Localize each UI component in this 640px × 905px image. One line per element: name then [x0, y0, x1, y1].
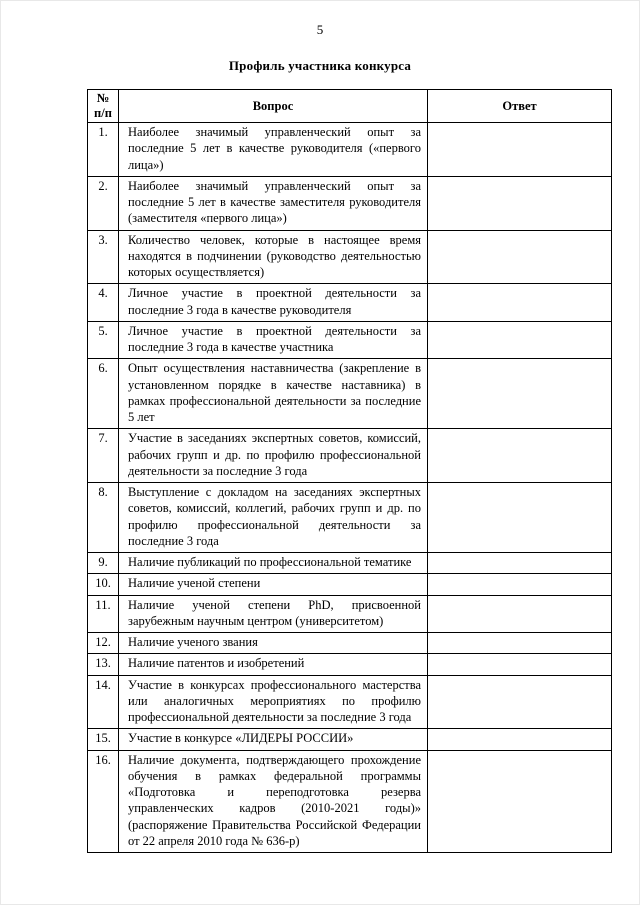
- table-row: [88, 284, 612, 322]
- row-number: 6.: [88, 359, 119, 429]
- table-row: [88, 633, 612, 654]
- answer-cell: [428, 483, 612, 553]
- question-cell: Наличие патентов и изобретений: [119, 654, 428, 675]
- question-cell: Наличие документа, подтверждающего прохождение обучения в рамках федеральной программы «Подготовка и переподготовка резерва управленческих кадров (2010-2021 годы)» (распоряжение Правительства Российской Федерации от 22 апреля 2010 года № 636-р): [119, 750, 428, 853]
- answer-cell: [428, 321, 612, 359]
- question-cell: Наиболее значимый управленческий опыт за последние 5 лет в качестве заместителя руководителя (заместителя «первого лица»): [119, 176, 428, 230]
- answer-cell: [428, 654, 612, 675]
- table-row: [88, 176, 612, 230]
- table-row: [88, 574, 612, 595]
- answer-cell: [428, 595, 612, 633]
- question-cell: Наличие публикаций по профессиональной тематике: [119, 553, 428, 574]
- table-row: [88, 429, 612, 483]
- table-row: [88, 675, 612, 729]
- row-number: 13.: [88, 654, 119, 675]
- row-number: 5.: [88, 321, 119, 359]
- row-number: 16.: [88, 750, 119, 853]
- table-row: [88, 321, 612, 359]
- header-num-line2: п/п: [94, 106, 112, 120]
- answer-cell: [428, 429, 612, 483]
- answer-cell: [428, 230, 612, 284]
- answer-cell: [428, 729, 612, 750]
- profile-table: [87, 89, 612, 853]
- answer-cell: [428, 553, 612, 574]
- question-cell: Выступление с докладом на заседаниях экспертных советов, комиссий, коллегий, рабочих групп и др. по профилю профессиональной деятельности за последние 3 года: [119, 483, 428, 553]
- question-cell: Участие в конкурсе «ЛИДЕРЫ РОССИИ»: [119, 729, 428, 750]
- table-row: [88, 553, 612, 574]
- answer-cell: [428, 574, 612, 595]
- table-row: [88, 729, 612, 750]
- row-number: 8.: [88, 483, 119, 553]
- question-cell: Личное участие в проектной деятельности за последние 3 года в качестве участника: [119, 321, 428, 359]
- answer-cell: [428, 675, 612, 729]
- table-header-row: [88, 90, 612, 123]
- row-number: 3.: [88, 230, 119, 284]
- answer-cell: [428, 633, 612, 654]
- answer-cell: [428, 359, 612, 429]
- row-number: 2.: [88, 176, 119, 230]
- header-num-line1: №: [96, 91, 110, 105]
- table-row: [88, 595, 612, 633]
- answer-cell: [428, 176, 612, 230]
- header-num: [88, 90, 119, 123]
- header-answer: Ответ: [428, 90, 612, 123]
- question-cell: Наличие ученого звания: [119, 633, 428, 654]
- table-row: [88, 654, 612, 675]
- row-number: 11.: [88, 595, 119, 633]
- question-cell: Участие в заседаниях экспертных советов, комиссий, рабочих групп и др. по профилю профессиональной деятельности за последние 3 года: [119, 429, 428, 483]
- answer-cell: [428, 284, 612, 322]
- row-number: 4.: [88, 284, 119, 322]
- answer-cell: [428, 123, 612, 177]
- page-number: 5: [316, 22, 324, 37]
- row-number: 14.: [88, 675, 119, 729]
- row-number: 1.: [88, 123, 119, 177]
- table-row: [88, 359, 612, 429]
- row-number: 7.: [88, 429, 119, 483]
- row-number: 12.: [88, 633, 119, 654]
- question-cell: Личное участие в проектной деятельности за последние 3 года в качестве руководителя: [119, 284, 428, 322]
- page-title: Профиль участника конкурса: [228, 58, 412, 73]
- row-number: 15.: [88, 729, 119, 750]
- question-cell: Участие в конкурсах профессионального мастерства или аналогичных мероприятиях по профилю профессиональной деятельности за последние 3 года: [119, 675, 428, 729]
- table-row: [88, 230, 612, 284]
- question-cell: Опыт осуществления наставничества (закрепление в установленном порядке в качестве наставника) в рамках профессиональной деятельности за последние 5 лет: [119, 359, 428, 429]
- question-cell: Количество человек, которые в настоящее время находятся в подчинении (руководство деятельностью которых осуществляется): [119, 230, 428, 284]
- row-number: 9.: [88, 553, 119, 574]
- question-cell: Наличие ученой степени PhD, присвоенной зарубежным научным центром (университетом): [119, 595, 428, 633]
- question-cell: Наиболее значимый управленческий опыт за последние 5 лет в качестве руководителя («первого лица»): [119, 123, 428, 177]
- table-row: [88, 750, 612, 853]
- header-question: Вопрос: [119, 90, 428, 123]
- question-cell: Наличие ученой степени: [119, 574, 428, 595]
- row-number: 10.: [88, 574, 119, 595]
- table-row: [88, 123, 612, 177]
- answer-cell: [428, 750, 612, 853]
- table-row: [88, 483, 612, 553]
